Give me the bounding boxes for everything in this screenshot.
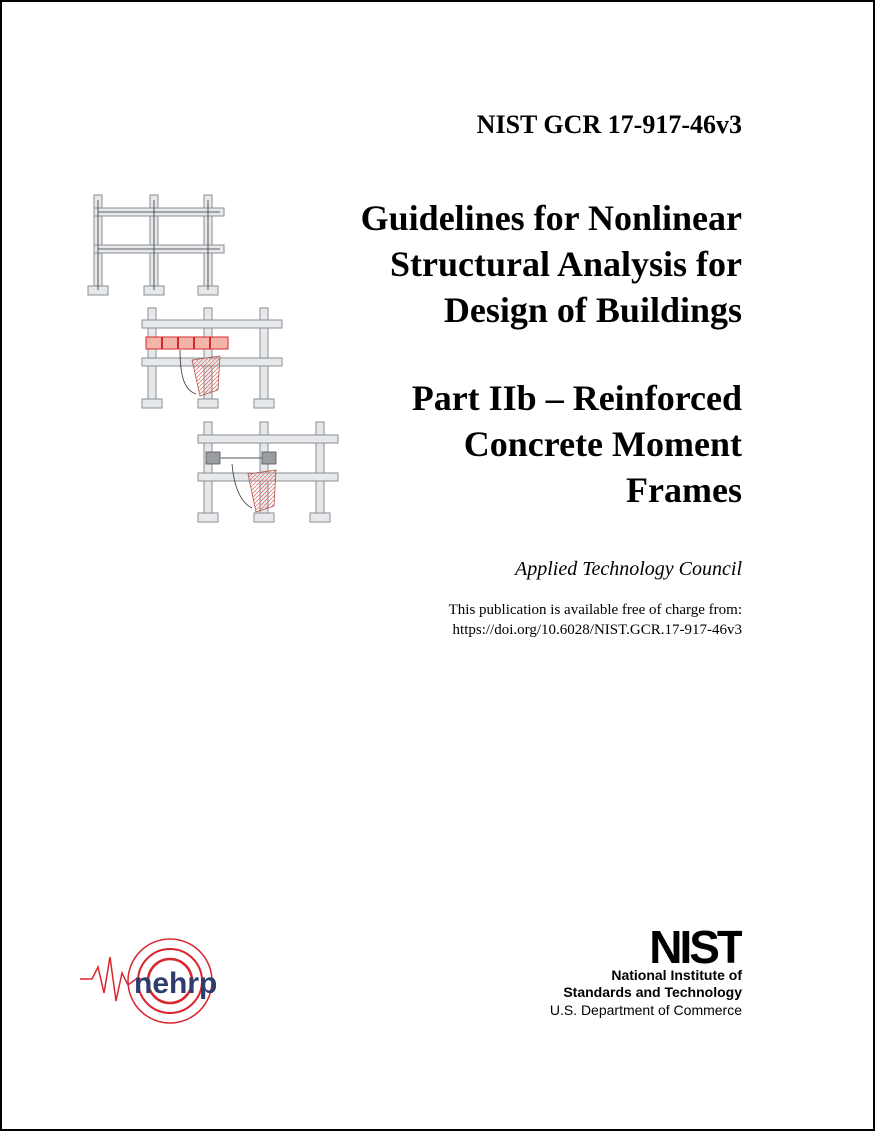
title-line: Design of Buildings bbox=[443, 290, 742, 330]
author: Applied Technology Council bbox=[514, 558, 742, 580]
nist-name-line: National Institute of bbox=[611, 967, 742, 983]
part-title-line: Concrete Moment bbox=[463, 424, 742, 464]
doi-link[interactable]: https://doi.org/10.6028/NIST.GCR.17-917-46v3 bbox=[452, 622, 742, 638]
title-line: Guidelines for Nonlinear bbox=[360, 198, 742, 238]
nehrp-logo-icon bbox=[80, 937, 240, 1027]
nist-wordmark-text: NIST bbox=[649, 927, 742, 967]
part-title-block bbox=[412, 375, 742, 513]
nist-department: U.S. Department of Commerce bbox=[549, 1002, 742, 1018]
availability-note bbox=[449, 600, 742, 640]
part-title-line: Part IIb – Reinforced bbox=[411, 378, 742, 418]
title-block bbox=[361, 195, 742, 333]
frame-diagram-icon bbox=[84, 190, 344, 526]
nist-wordmark-icon bbox=[614, 927, 742, 967]
title-line: Structural Analysis for bbox=[389, 244, 742, 284]
availability-line: This publication is available free of charge from: bbox=[448, 602, 742, 618]
nist-name-line: Standards and Technology bbox=[563, 984, 742, 1000]
nist-logo-block bbox=[550, 927, 742, 1019]
nehrp-text: nehrp bbox=[134, 967, 218, 1000]
part-title-line: Frames bbox=[626, 470, 742, 510]
report-number: NIST GCR 17-917-46v3 bbox=[476, 110, 742, 139]
